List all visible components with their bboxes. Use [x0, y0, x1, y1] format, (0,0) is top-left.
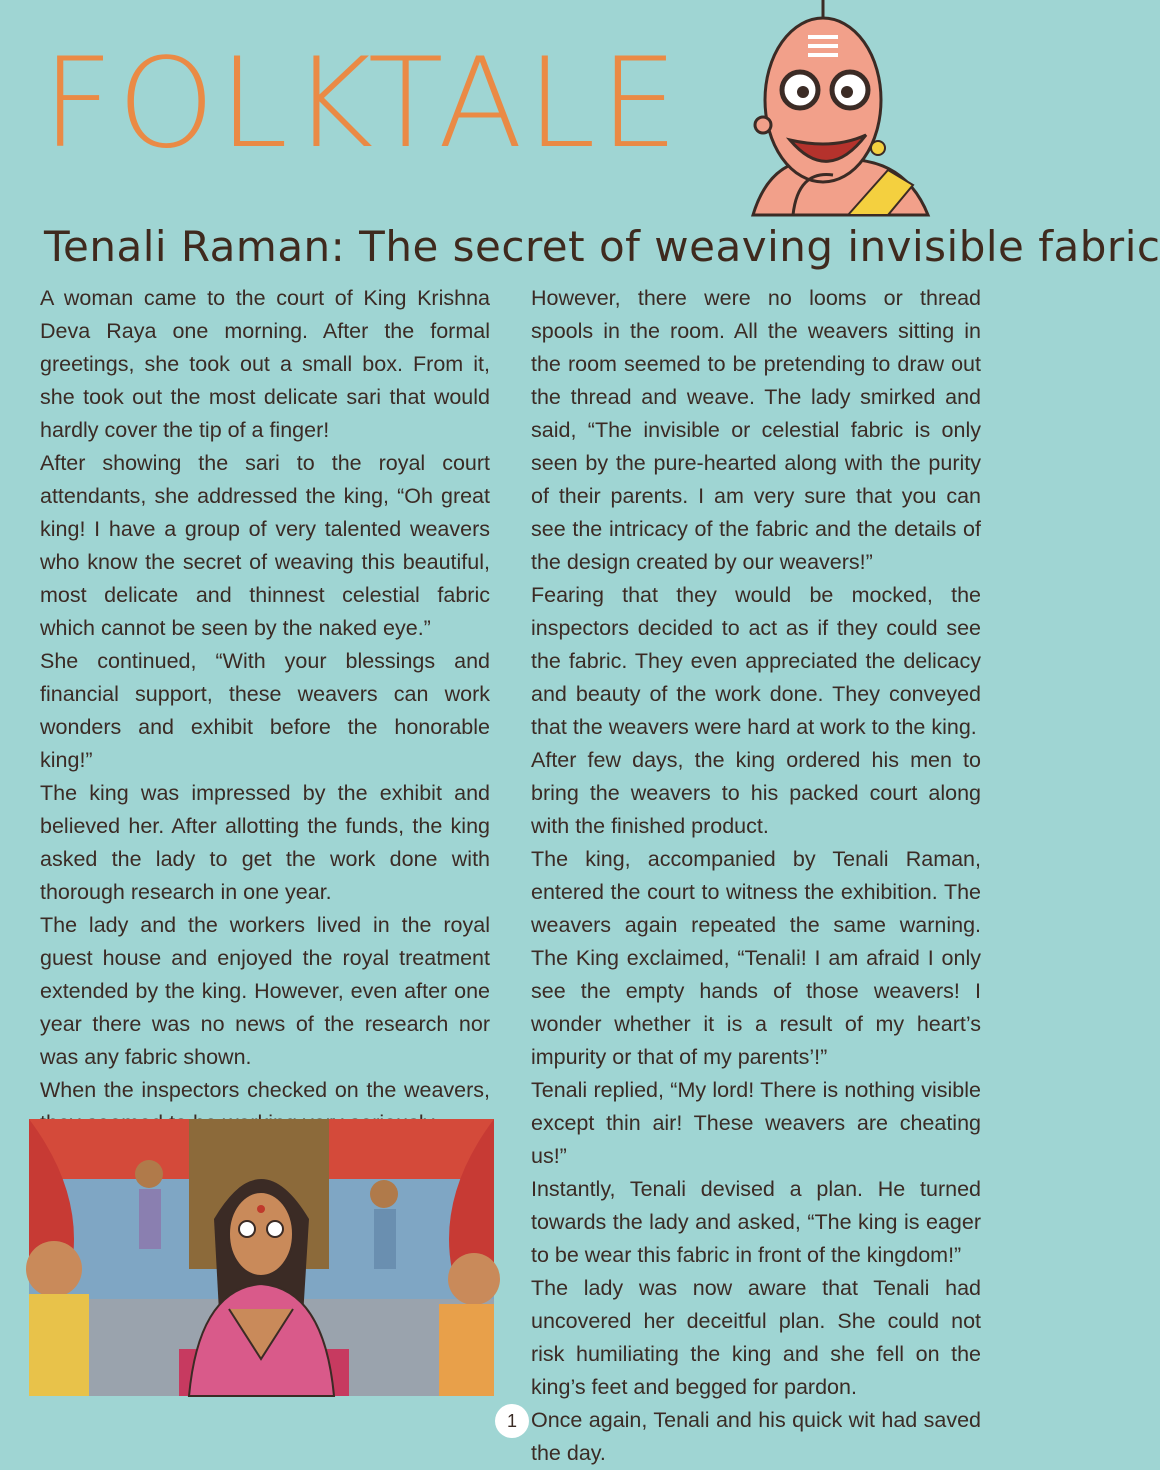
court-scene-illustration — [29, 1119, 494, 1396]
story-left-column — [40, 282, 490, 1140]
paragraph: The lady and the workers lived in the royal guest house and enjoyed the royal treatment extended by the king. However, even after one year there was no news of the research nor was any fabric shown. — [40, 913, 490, 1069]
paragraph: After showing the sari to the royal court attendants, she addressed the king, “Oh great king! I have a group of very talented weavers who know the secret of weaving this beautiful, most delicate and thinnest celestial fabric which cannot be seen by the naked eye.” — [40, 451, 490, 640]
page-number: 1 — [495, 1404, 529, 1438]
paragraph: Tenali replied, “My lord! There is nothing visible except thin air! These weavers are cheating us!” — [531, 1078, 981, 1168]
paragraph: However, there were no looms or thread spools in the room. All the weavers sitting in the room seemed to be pretending to draw out the thread and weave. The lady smirked and said, “The invisible or celestial fabric is only seen by the pure-hearted along with the purity of their parents. I am very sure that you can see the intricacy of the fabric and the details of the design created by our weavers!” — [531, 286, 981, 574]
paragraph: The king, accompanied by Tenali Raman, entered the court to witness the exhibition. The weavers again repeated the same warning. The King exclaimed, “Tenali! I am afraid I only see the empty hands of those weavers! I wonder whether it is a result of my heart’s impurity or that of my parents’!” — [531, 847, 981, 1069]
tenali-raman-illustration — [738, 0, 938, 215]
paragraph: When the inspectors checked on the weavers, — [40, 1078, 490, 1102]
paragraph: She continued, “With your blessings and financial support, these weavers can work wonders and exhibit before the honorable king!” — [40, 649, 490, 772]
paragraph: Fearing that they would be mocked, the inspectors decided to act as if they could see the fabric. They even appreciated the delicacy and beauty of the work done. They conveyed that the weavers were hard at work to the king. — [531, 583, 981, 739]
paragraph: A woman came to the court of King Krishna Deva Raya one morning. After the formal greetings, she took out a small box. From it, she took out the most delicate sari that would hardly cover the tip of a finger! — [40, 286, 490, 442]
paragraph: After few days, the king ordered his men to bring the weavers to his packed court along with the finished product. — [531, 748, 981, 838]
paragraph: Once again, Tenali and his quick wit had saved the day. — [531, 1408, 981, 1465]
paragraph: The king was impressed by the exhibit and believed her. After allotting the funds, the king asked the lady to get the work done with thorough research in one year. — [40, 781, 490, 904]
story-headline: Tenali Raman: The secret of weaving invisible fabric — [44, 222, 1160, 271]
section-label: FOLKTALE — [42, 32, 683, 176]
story-right-column — [531, 282, 981, 1470]
paragraph: Instantly, Tenali devised a plan. He turned towards the lady and asked, “The king is eager to be wear this fabric in front of the kingdom!” — [531, 1177, 981, 1267]
paragraph: The lady was now aware that Tenali had uncovered her deceitful plan. She could not risk humiliating the king and she fell on the king’s feet and begged for pardon. — [531, 1276, 981, 1399]
